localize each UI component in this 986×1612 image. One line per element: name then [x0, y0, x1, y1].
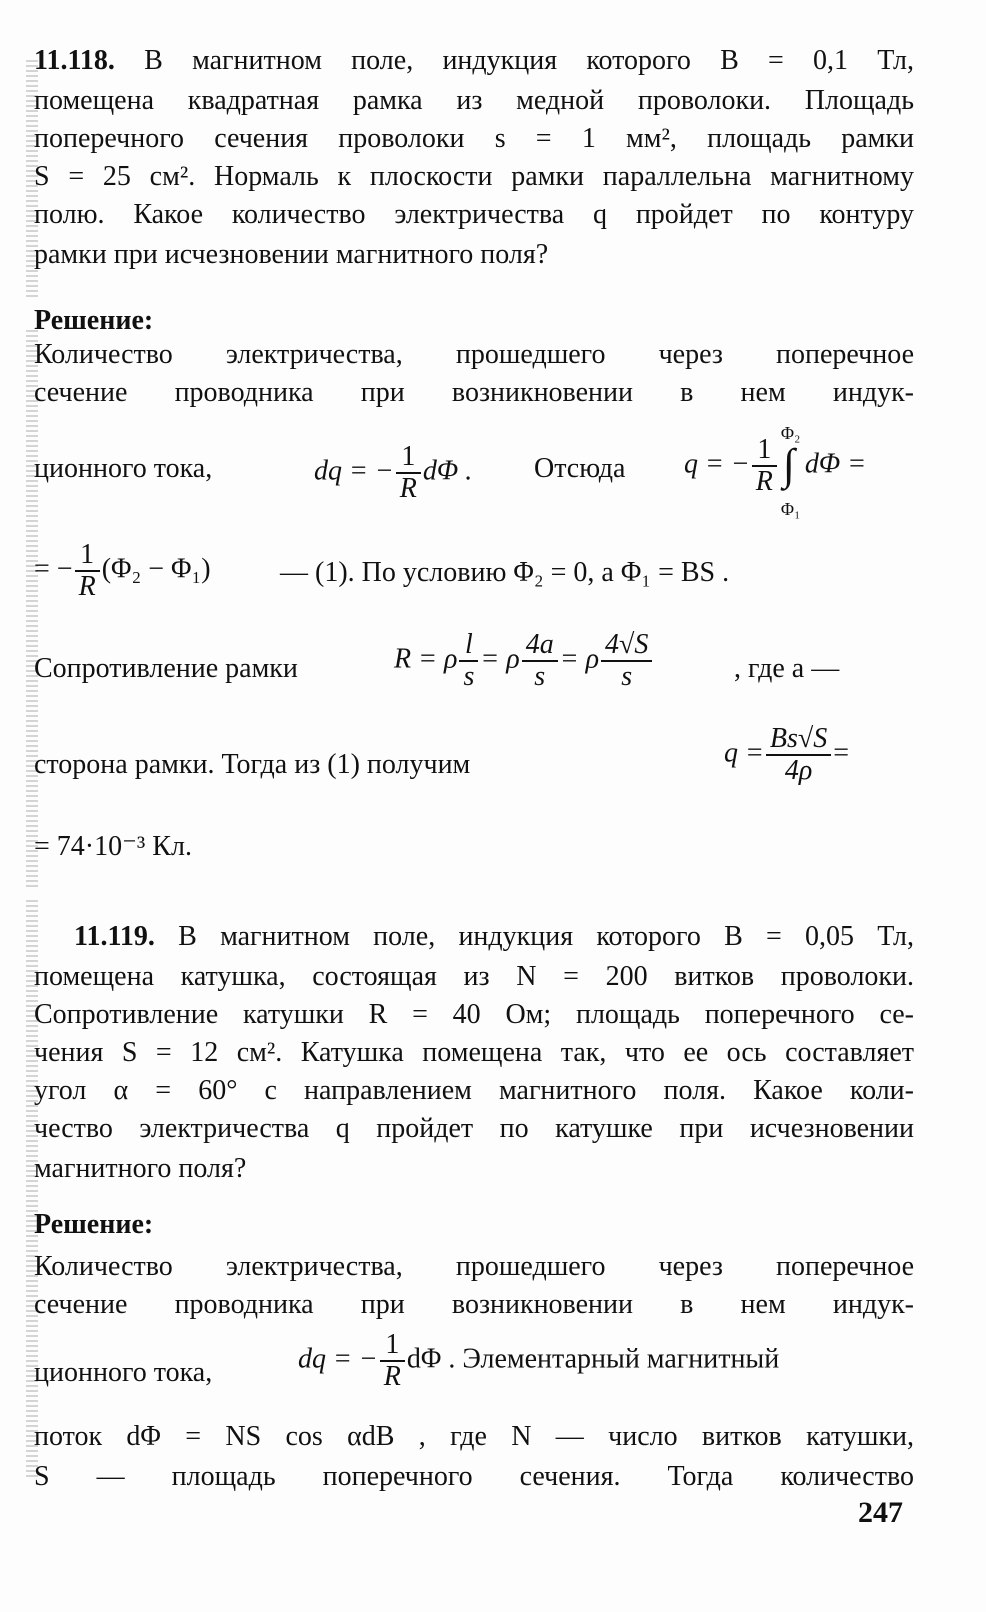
- problem-118-line-3: поперечного сечения проволоки s = 1 мм², площадь рамки: [34, 123, 914, 154]
- solution-line-2: сечение проводника при возникновении в нем индук-: [34, 1289, 914, 1320]
- page-number: 247: [858, 1496, 903, 1529]
- solution-line-1: Количество электричества, прошедшего через поперечное: [34, 339, 914, 370]
- problem-119-line-4: чения S = 12 см². Катушка помещена так, что ее ось составляет: [34, 1037, 914, 1068]
- problem-119-line-2: помещена катушка, состоящая из N = 200 витков проволоки.: [34, 961, 914, 992]
- solution-heading: Решение:: [34, 305, 154, 336]
- solution-line-2: сечение проводника при возникновении в нем индук-: [34, 377, 914, 408]
- formula-dq: dq = − $\frac{1}{R}$ dΦ .: [314, 441, 473, 504]
- solution-line-3: ционного тока, dq = − $\frac{1}{R}$ dΦ . Отсюда q = − $\frac{1}{R}$ Φ₂ ∫ Φ₁ dΦ =: [34, 423, 867, 519]
- problem-119-line-7: магнитного поля?: [34, 1153, 247, 1184]
- solution-line-3: ционного тока, dq = − $\frac{1}{R}$ dΦ . Элементарный магнитный: [34, 1329, 780, 1392]
- solution-line-4: = − $\frac{1}{R}$ (Φ₂ − Φ₁) — (1). По условию Φ₂ = 0, а Φ₁ = BS .: [34, 539, 730, 602]
- formula-resistance: R = ρ $\frac{l}{s}$ = ρ $\frac{4a}{s}$ = ρ $\frac{4√S}{s}$: [394, 630, 654, 692]
- problem-118-line-2: помещена квадратная рамка из медной проволоки. Площадь: [34, 85, 914, 116]
- solution-heading: Решение:: [34, 1209, 154, 1240]
- formula-integral: q = − $\frac{1}{R}$ Φ₂ ∫ Φ₁ dΦ =: [684, 423, 867, 519]
- formula-dq: dq = − $\frac{1}{R}$ dΦ . Элементарный магнитный: [298, 1329, 780, 1392]
- problem-number: 11.119.: [74, 921, 155, 952]
- problem-119-line-3: Сопротивление катушки R = 40 Ом; площадь поперечного се-: [34, 999, 914, 1030]
- problem-119-line-1: 11.119. В магнитном поле, индукция которого B = 0,05 Тл,: [34, 920, 914, 954]
- solution-line-5: Сопротивление рамки R = ρ $\frac{l}{s}$ = ρ $\frac{4a}{s}$ = ρ $\frac{4√S}{s}$ , где a —: [34, 629, 840, 692]
- fraction: $\frac{1}{R}$: [396, 442, 421, 504]
- solution-line-1: Количество электричества, прошедшего через поперечное: [34, 1251, 914, 1282]
- problem-number: 11.118.: [34, 45, 115, 76]
- problem-118-line-4: S = 25 см². Нормаль к плоскости рамки параллельна магнитному: [34, 161, 914, 192]
- solution-answer: = 74·10⁻³ Кл.: [34, 831, 192, 862]
- problem-118-line-6: рамки при исчезновении магнитного поля?: [34, 239, 549, 270]
- solution-line-5: S — площадь поперечного сечения. Тогда количество: [34, 1461, 914, 1492]
- fraction: $\frac{1}{R}$: [752, 435, 777, 497]
- problem-119-line-5: угол α = 60° с направлением магнитного поля. Какое коли-: [34, 1075, 914, 1106]
- fraction: $\frac{1}{R}$: [75, 540, 100, 602]
- solution-line-4: поток dΦ = NS cos αdB , где N — число витков катушки,: [34, 1421, 914, 1452]
- integral-sign: Φ₂ ∫ Φ₁: [780, 423, 801, 519]
- problem-118-line-5: полю. Какое количество электричества q пройдет по контуру: [34, 199, 914, 230]
- problem-119-line-6: чество электричества q пройдет по катушке при исчезновении: [34, 1113, 914, 1144]
- problem-118-line-1: 11.118. В магнитном поле, индукция которого B = 0,1 Тл,: [34, 45, 914, 76]
- solution-line-6: сторона рамки. Тогда из (1) получим q = $\frac{Bs√S}{4\rho}$ =: [34, 723, 850, 786]
- formula-charge: q = $\frac{Bs√S}{4\rho}$ =: [724, 723, 850, 786]
